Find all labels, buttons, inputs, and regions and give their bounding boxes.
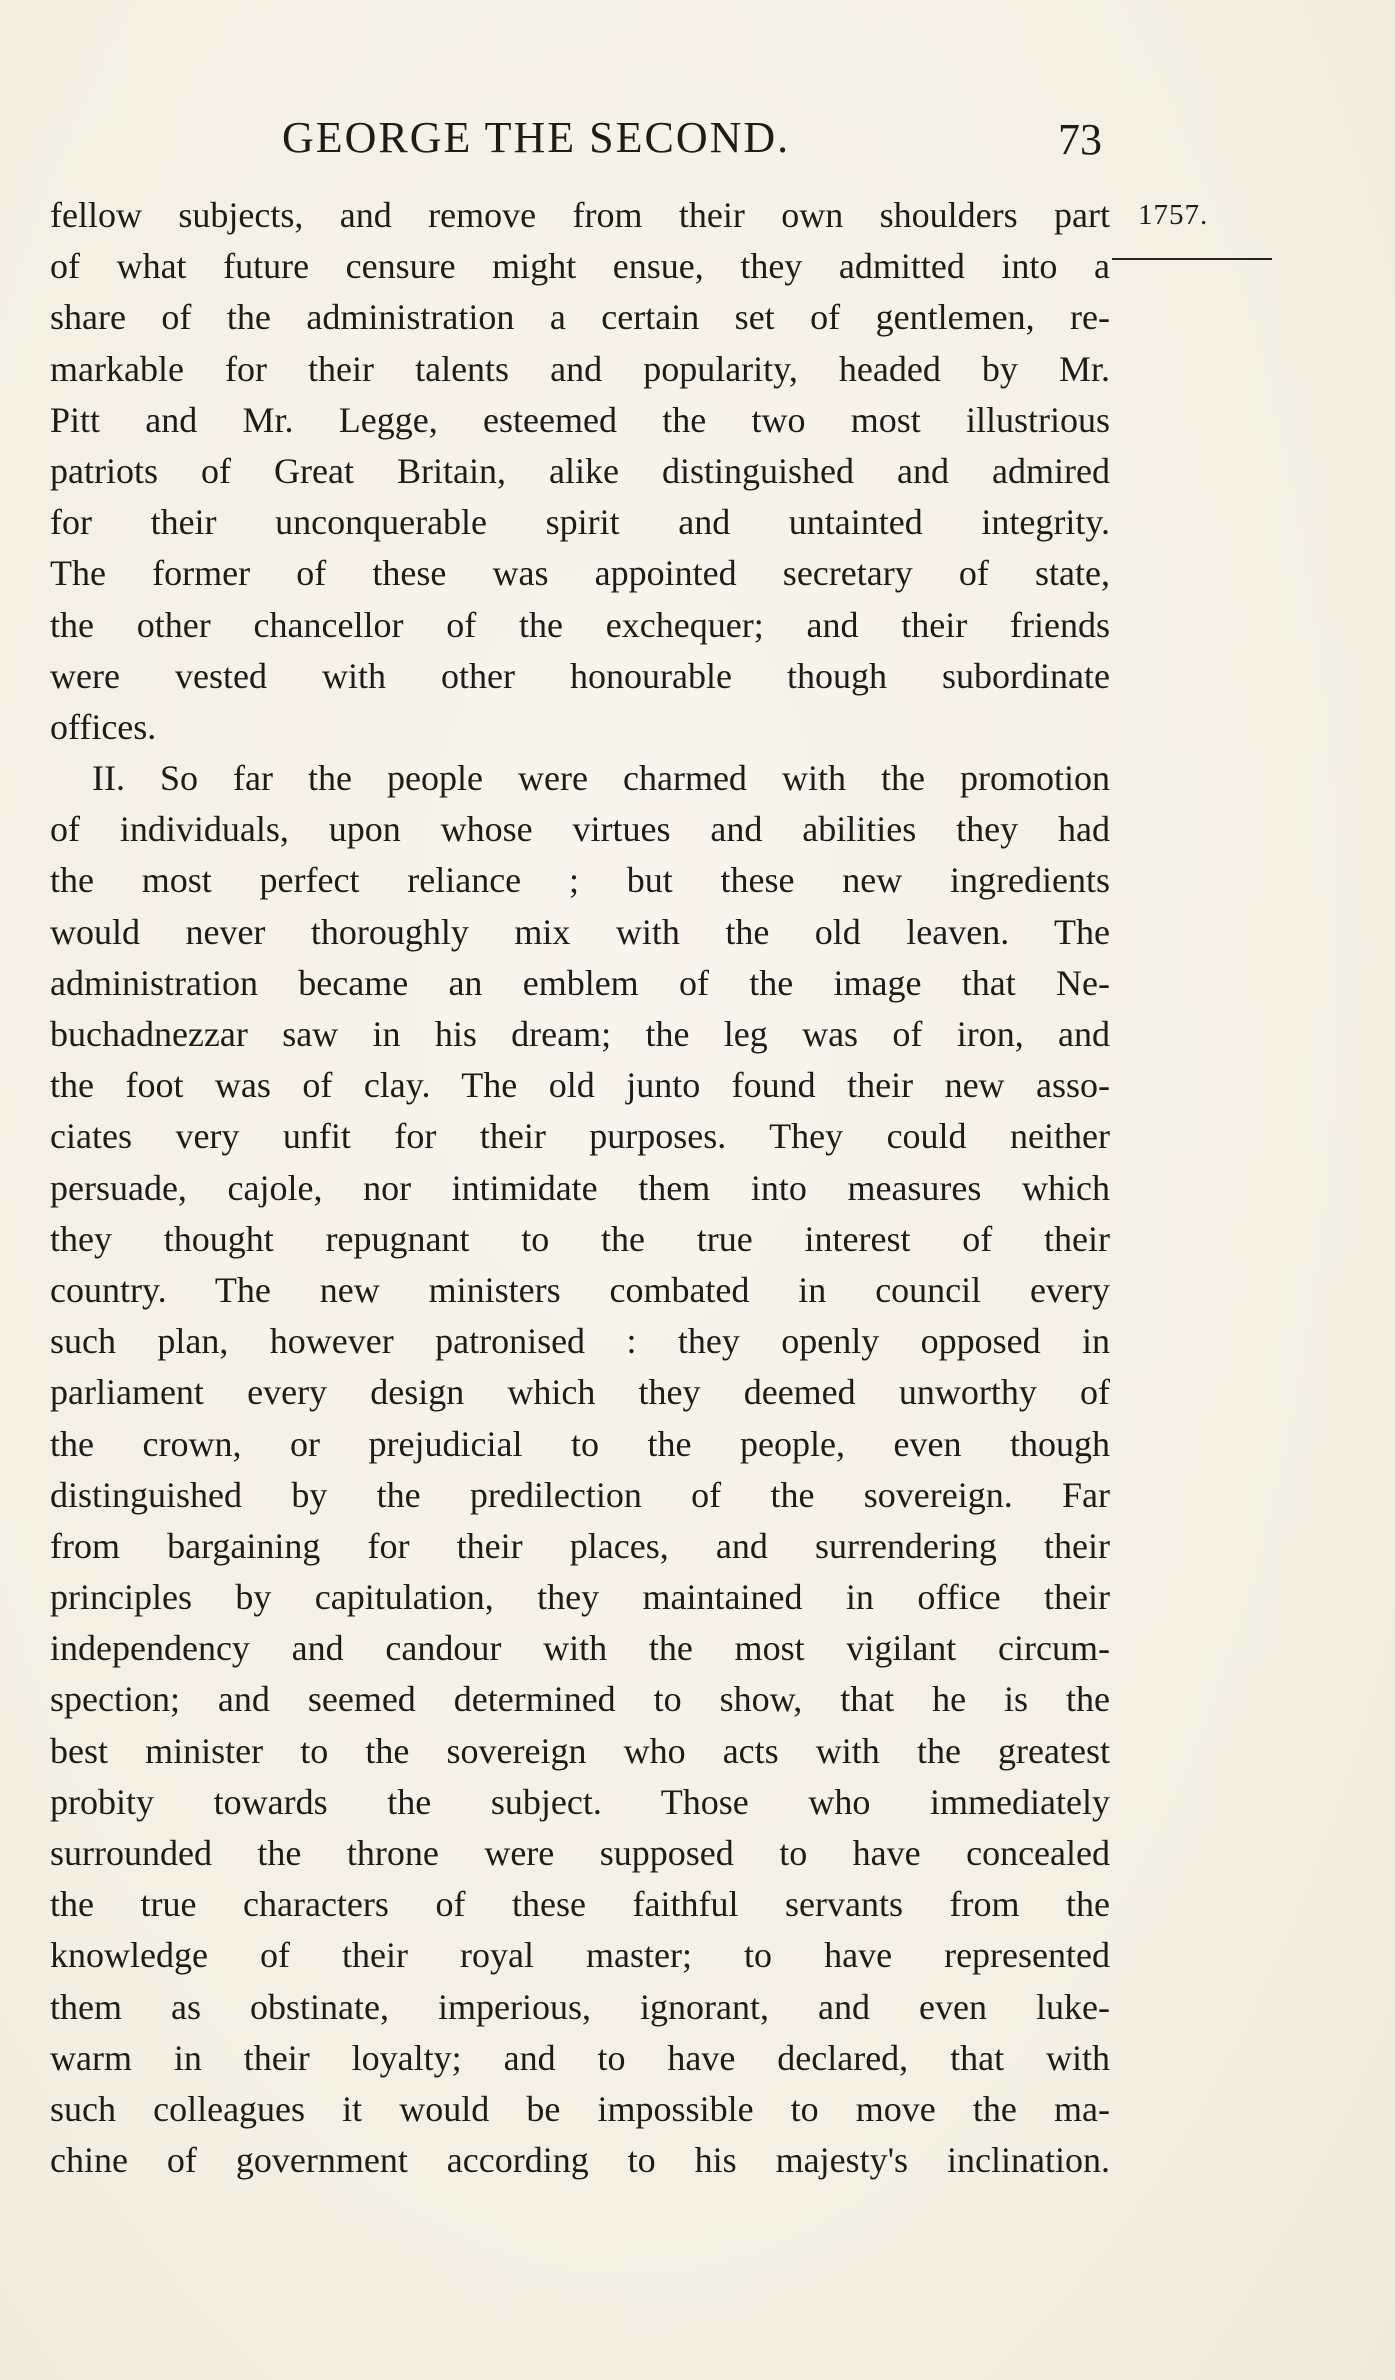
margin-rule [1112,258,1272,260]
text-line: principles by capitulation, they maintained in office their [50,1577,1110,1618]
margin-year: 1757. [1138,199,1209,231]
text-line: for their unconquerable spirit and untainted integrity. [50,502,1110,543]
text-line: they thought repugnant to the true interest of their [50,1218,1110,1259]
margin-note [1138,196,1268,234]
text-line: of individuals, upon whose virtues and abilities they had [50,809,1110,850]
text-line: markable for their talents and popularity, headed by Mr. [50,348,1110,389]
text-line: the crown, or prejudicial to the people, even though [50,1423,1110,1464]
text-line: from bargaining for their places, and surrendering their [50,1525,1110,1566]
body-text [50,190,1110,2186]
text-line: persuade, cajole, nor intimidate them into measures which [50,1167,1110,1208]
text-line: country. The new ministers combated in council every [50,1269,1110,1310]
text-line: buchadnezzar saw in his dream; the leg was of iron, and [50,1014,1110,1054]
text-line: The former of these was appointed secretary of state, [50,553,1110,594]
text-line: spection; and seemed determined to show, that he is the [50,1679,1110,1720]
text-line: surrounded the throne were supposed to have concealed [50,1833,1110,1873]
text-line: the foot was of clay. The old junto found their new asso- [50,1065,1110,1106]
text-line: ciates very unfit for their purposes. They could neither [50,1116,1110,1157]
text-line: best minister to the sovereign who acts with the greatest [50,1730,1110,1771]
text-line: fellow subjects, and remove from their own shoulders part [50,195,1110,235]
text-line: would never thoroughly mix with the old leaven. The [50,911,1110,952]
text-line: knowledge of their royal master; to have represented [50,1935,1110,1976]
text-line: chine of government according to his majesty's inclination. [50,2140,1110,2181]
text-line: Pitt and Mr. Legge, esteemed the two most illustrious [50,399,1110,440]
text-line: were vested with other honourable though subordinate [50,655,1110,696]
text-line: administration became an emblem of the image that Ne- [50,962,1110,1003]
text-line: them as obstinate, imperious, ignorant, and even luke- [50,1986,1110,2027]
section-start-line: II. So far the people were charmed with the promotion [92,758,1110,799]
text-line: patriots of Great Britain, alike distinguished and admired [50,450,1110,491]
text-line: such colleagues it would be impossible to move the ma- [50,2088,1110,2129]
text-line: distinguished by the predilection of the sovereign. Far [50,1474,1110,1515]
text-line: parliament every design which they deemed unworthy of [50,1372,1110,1413]
text-line: such plan, however patronised : they openly opposed in [50,1321,1110,1362]
text-line: probity towards the subject. Those who immediately [50,1781,1110,1822]
text-line: the most perfect reliance ; but these new ingredients [50,860,1110,901]
text-line: share of the administration a certain set of gentlemen, re- [50,297,1110,338]
text-line: independency and candour with the most vigilant circum- [50,1628,1110,1669]
text-line: warm in their loyalty; and to have declared, that with [50,2037,1110,2078]
text-line: offices. [50,706,157,747]
text-line: the other chancellor of the exchequer; and their friends [50,604,1110,645]
page-number: 73 [1058,115,1102,164]
running-title: GEORGE THE SECOND. [282,113,791,162]
text-line: of what future censure might ensue, they admitted into a [50,246,1110,287]
running-head [270,112,1100,164]
text-line: the true characters of these faithful servants from the [50,1884,1110,1925]
